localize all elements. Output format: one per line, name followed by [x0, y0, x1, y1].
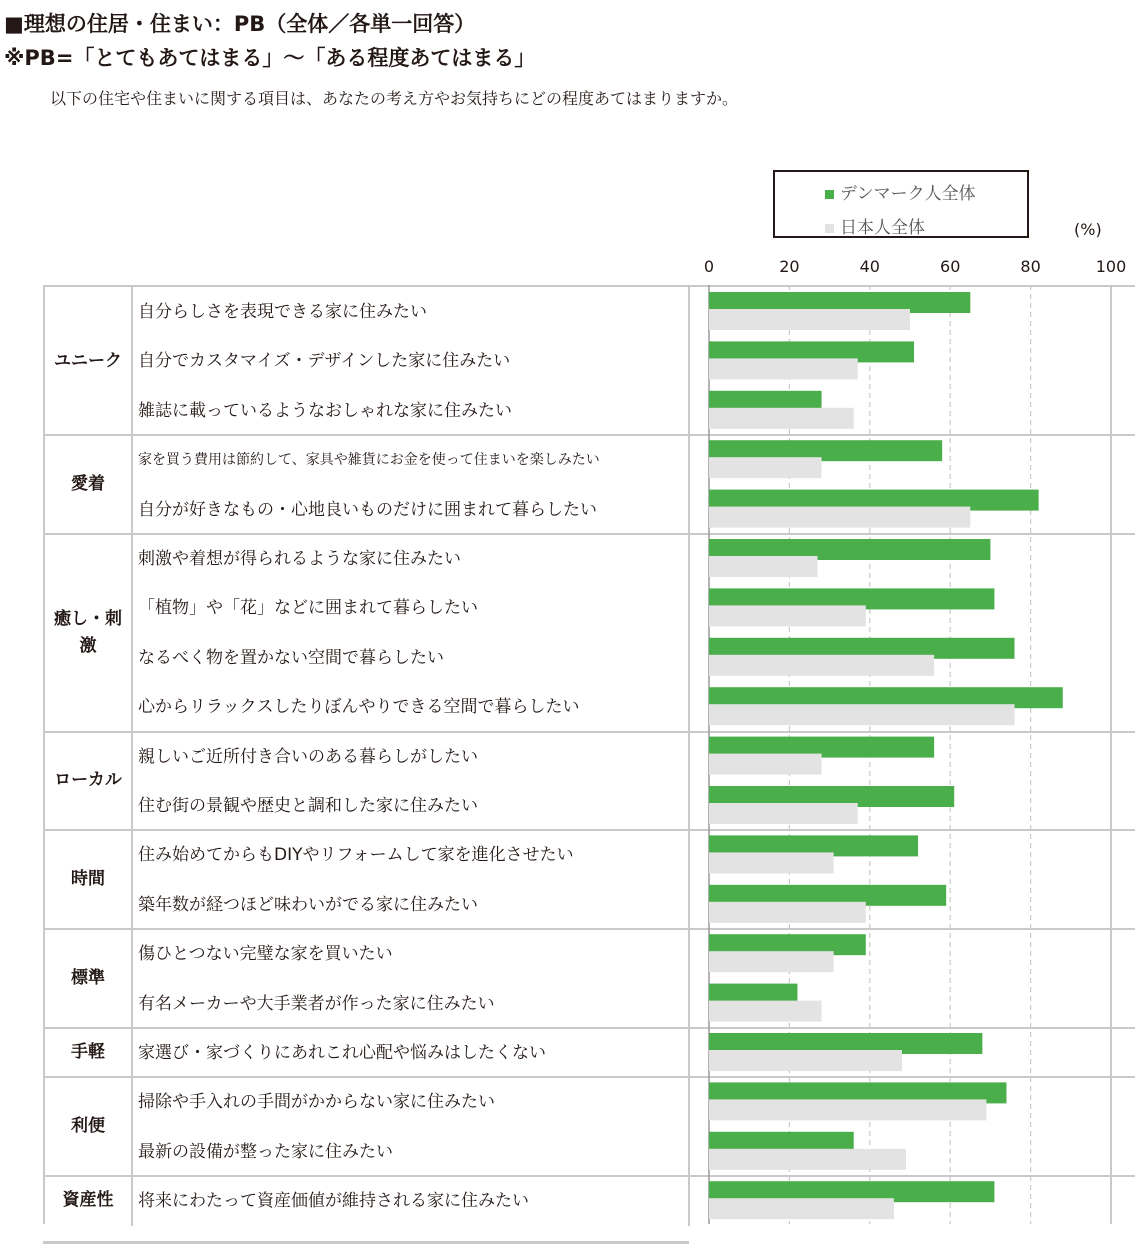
item-label: 親しいご近所付き合いのある暮らしがしたい — [138, 746, 478, 767]
item-label: 傷ひとつない完璧な家を買いたい — [138, 944, 393, 965]
item-label: 掃除や手入れの手間がかからない家に住みたい — [138, 1092, 495, 1113]
item-label: 「植物」や「花」などに囲まれて暮らしたい — [138, 598, 478, 619]
bar-japan — [709, 704, 1015, 725]
category-text: 手軽 — [71, 1042, 105, 1063]
item-label: 将来にわたって資産価値が維持される家に住みたい — [138, 1191, 529, 1212]
bar-japan — [709, 1099, 986, 1120]
bar-japan — [709, 605, 866, 626]
x-tick-label: 40 — [859, 257, 880, 276]
category-text: 利便 — [71, 1116, 105, 1137]
item-label: 家を買う費用は節約して、家具や雑貨にお金を使って住まいを楽しみたい — [138, 452, 600, 469]
item-label: 築年数が経つほど味わいがでる家に住みたい — [138, 894, 478, 915]
bar-japan — [709, 358, 858, 379]
category-text: 愛着 — [71, 474, 105, 495]
category-text: ユニーク — [54, 350, 122, 371]
chart-subtitle: ※PB=「とてもあてはまる」～「ある程度あてはまる」 — [4, 46, 536, 70]
x-tick-label: 60 — [940, 257, 961, 276]
x-tick-label: 0 — [703, 257, 715, 276]
item-label: 自分が好きなもの・心地良いものだけに囲まれて暮らしたい — [138, 499, 597, 520]
item-label: 心からリラックスしたりぼんやりできる空間で暮らしたい — [138, 697, 580, 718]
chart-title: ■理想の住居・住まい：PB（全体／各単一回答） — [4, 12, 476, 36]
legend-label-japan: 日本人全体 — [840, 218, 925, 238]
item-label: なるべく物を置かない空間で暮らしたい — [138, 647, 444, 668]
bar-japan — [709, 556, 818, 577]
bar-japan — [709, 852, 834, 873]
unit-label: (%) — [1074, 220, 1102, 239]
bar-japan — [709, 803, 858, 824]
bar-japan — [709, 408, 854, 429]
legend-label-denmark: デンマーク人全体 — [840, 184, 976, 204]
bar-japan — [709, 655, 934, 676]
item-label: 有名メーカーや大手業者が作った家に住みたい — [138, 993, 495, 1014]
item-label: 自分らしさを表現できる家に住みたい — [138, 302, 427, 322]
bar-japan — [709, 1001, 822, 1022]
item-label: 家選び・家づくりにあれこれ心配や悩みはしたくない — [138, 1043, 546, 1063]
x-tick-label: 80 — [1020, 257, 1041, 276]
category-text: 標準 — [71, 968, 105, 989]
bar-japan — [709, 951, 834, 972]
survey-question: 以下の住宅や住まいに関する項目は、あなたの考え方やお気持ちにどの程度あてはまりますか。 — [50, 89, 739, 108]
x-tick-label: 20 — [779, 257, 800, 276]
bar-japan — [709, 507, 970, 528]
bar-japan — [709, 754, 822, 775]
bar-japan — [709, 1198, 894, 1219]
item-label: 住み始めてからもDIYやリフォームして家を進化させたい — [138, 845, 574, 866]
item-label: 自分でカスタマイズ・デザインした家に住みたい — [138, 351, 511, 372]
item-label: 雑誌に載っているようなおしゃれな家に住みたい — [138, 400, 512, 421]
category-text: ローカル — [54, 770, 122, 791]
bar-japan — [709, 902, 866, 923]
item-label: 刺激や着想が得られるような家に住みたい — [138, 549, 461, 569]
bar-japan — [709, 1149, 906, 1170]
bar-japan — [709, 1050, 902, 1071]
bar-japan — [709, 457, 822, 478]
category-text: 癒し・刺激 — [54, 608, 122, 656]
x-tick-label: 100 — [1095, 257, 1127, 276]
item-label: 住む街の景観や歴史と調和した家に住みたい — [138, 796, 478, 816]
item-label: 最新の設備が整った家に住みたい — [138, 1141, 393, 1162]
bar-japan — [709, 309, 910, 330]
category-text: 時間 — [71, 869, 105, 890]
category-text: 資産性 — [62, 1190, 114, 1211]
